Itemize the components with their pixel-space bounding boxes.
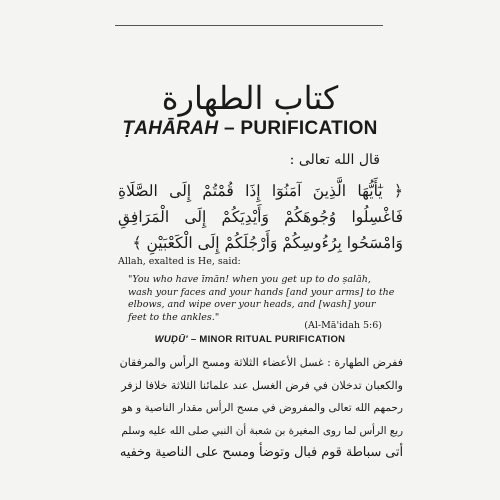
top-rule (115, 25, 383, 26)
arabic-body-line: والكعبان تدخلان في فرض الغسل عند علمائنا الثلاثة خلافا لزفر (121, 378, 403, 392)
section-title-rest: – MINOR RITUAL PURIFICATION (187, 334, 346, 345)
english-title-rest: – PURIFICATION (218, 118, 378, 139)
english-chapter-title (0, 118, 500, 140)
arabic-chapter-title: كتاب الطهارة (161, 79, 339, 117)
arabic-body-line: ربع الرأس لما روى المغيرة بن شعبة أن النبي صلى الله عليه وسلم (121, 424, 403, 437)
verse-translation: "You who have īmān! when you get up to do ṣalāh, wash your faces and your hands [and your arms] to the elbows, and wipe over your heads, and [wash] your feet to the ankles." (128, 274, 395, 323)
quran-verse-arabic: ﴿ يٰٓأَيُّهَا الَّذِينَ آمَنُوٓا إِذَا قُمْتُمْ إِلَى الصَّلَاةِ فَاغْسِلُوا وُجُوهَكُمْ وَأَيْدِيَكُمْ إِلَى الْمَرَافِقِ وَامْسَحُوا بِرُءُوسِكُمْ وَأَرْجُلَكُمْ إِلَى الْكَعْبَيْنِ ﴾ (118, 182, 403, 252)
english-intro-text: Allah, exalted is He, said: (118, 256, 241, 267)
section-title (0, 334, 500, 345)
section-title-italic: WUḌŪ' (154, 334, 188, 345)
arabic-body-line: رحمهم الله تعالى والمفروض في مسح الرأس مقدار الناصية و هو (121, 402, 403, 414)
arabic-body-line: أتى سباطة قوم فبال وتوضأ ومسح على الناصية وخفيه (119, 445, 403, 460)
arabic-body-text (118, 352, 403, 465)
arabic-body-line: ففرض الطهارة : غسل الأعضاء الثلاثة ومسح الرأس والمرفقان (119, 356, 403, 369)
verse-reference: (Al-Mā'idah 5:6) (304, 320, 382, 331)
english-title-italic: ṬAHĀRAH (122, 118, 219, 139)
arabic-intro-text: قال الله تعالى : (289, 152, 380, 168)
